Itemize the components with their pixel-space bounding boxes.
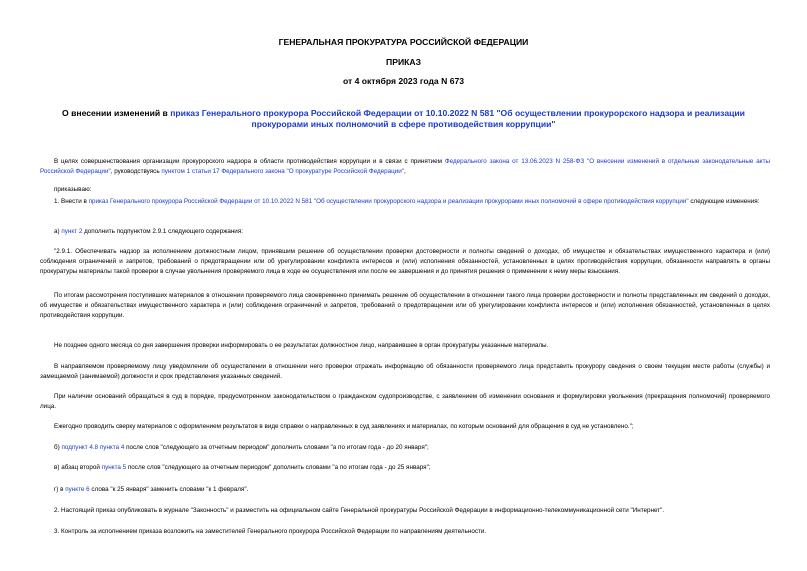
item-a-text-1: а) [54,228,62,235]
doc-type: ПРИКАЗ [386,57,421,67]
order-581-link[interactable]: приказ Генерального прокурора Российской Федерации от 10.10.2022 N 581 "Об осуществлении прокурорского надзора и реализации прокурорами иных полномочий в сфере противодействия коррупции" [88,198,689,205]
doc-subject [40,108,767,130]
point-2-link[interactable]: пункт 2 [61,228,83,235]
item-1-text-1: 1. Внести в [54,198,89,205]
preamble-text-3: , [404,168,406,176]
point-5-link[interactable]: пункта 5 [101,464,127,471]
item-b-text-2: после слов "следующего за отчетным периодом" дополнить словами "а по итогам года - до 20 января"; [124,444,429,451]
quote-paragraph-1: "2.9.1. Обеспечивать надзор за исполнением должностным лицом, принявшим решение об осуществлении проверки достоверности и полноты сведений о доходах, об имуществе и обязательствах имущественного характера и (или) соблюдения ограничений и запретов, требований о предотвращении или об урегулировании конфликта интересов и (или) исполнения обязанностей, установленных в целях противодействия коррупции, обязанности направлять в органы прокуратуры материалы такой проверки в случае увольнения проверяемого лица в ходе ее осуществления или после ее завершения и до принятия решения о применении к нему меры взыскания. [40,248,770,276]
item-b-text-1: б) [54,444,62,451]
federal-law-link[interactable]: Федерального закона от 13.06.2023 N 258-ФЗ "О внесении изменений в отдельные законодательные акты Российской Федерации" [40,158,770,176]
order-word: приказываю: [54,186,92,193]
item-g-text-1: г) в [54,486,66,493]
subject-link[interactable]: приказ Генерального прокурора Российской Федерации от 10.10.2022 N 581 "Об осуществлении прокурорского надзора и реализации прокурорами иных полномочий в сфере противодействия коррупции" [170,108,745,129]
quote-paragraph-6: Ежегодно проводить сверку материалов с оформлением результатов в виде справки о направленных в суд заявлениях и материалах, по которым оснований для обращения в суд не установлено."; [54,423,634,430]
quote-paragraph-4: В направляемом проверяемому лицу уведомлении об осуществлении в отношении него проверки отражать информацию об обязанности проверяемого лица представить прокурору сведения о своем текущем месте работы (службы) и замещаемой (занимаемой) должности и срок представления указанных сведений. [40,363,770,381]
item-b [40,443,770,453]
preamble-paragraph [40,157,770,177]
item-1 [40,197,770,207]
quote-paragraph-2: По итогам рассмотрения поступивших материалов в отношении проверяемого лица своевременно принимать решение об осуществлении в отношении такого лица проверки достоверности и полноты представленных им сведений о доходах, об имуществе и обязательствах имущественного характера и (или) соблюдения ограничений и запретов, требований о предотвращении или об урегулировании конфликта интересов и (или) исполнения обязанностей, установленных в целях противодействия коррупции. [40,292,770,320]
item-a [40,227,770,237]
subject-prefix: О внесении изменений в [62,108,171,118]
subpoint-4-8-link[interactable]: подпункт 4.8 пункта 4 [61,444,125,451]
doc-date-number: от 4 октября 2023 года N 673 [342,76,465,86]
prosecutor-law-link[interactable]: пунктом 1 статьи 17 Федерального закона "О прокуратуре Российской Федерации" [161,168,405,176]
preamble-text-1: В целях совершенствования организации прокурорского надзора в области противодействия коррупции и в связи с принятием [54,158,445,165]
org-title: ГЕНЕРАЛЬНАЯ ПРОКУРАТУРА РОССИЙСКОЙ ФЕДЕРАЦИИ [278,37,529,47]
item-a-text-2: дополнить подпунктом 2.9.1 следующего содержания: [82,228,243,235]
item-v-text-1: в) абзац второй [54,464,102,471]
quote-paragraph-3: Не позднее одного месяца со дня завершения проверки информировать о ее результатах должностное лицо, направившее в орган прокуратуры указанные материалы. [54,342,549,349]
quote-paragraph-5: При наличии оснований обращаться в суд в порядке, предусмотренном законодательством о гражданском судопроизводстве, с заявлением об изменении основания и формулировки увольнения (прекращения полномочий) проверяемого лица. [40,393,770,411]
item-3: 3. Контроль за исполнением приказа возложить на заместителей Генерального прокурора Российской Федерации по направлениям деятельности. [54,528,487,535]
preamble-text-2: , руководствуясь [110,168,162,176]
item-g [40,485,770,495]
item-2: 2. Настоящий приказ опубликовать в журнале "Законность" и разместить на официальном сайте Генеральной прокуратуры Российской Федерации в информационно-телекоммуникационной сети "Интернет". [54,507,665,514]
item-1-text-2: следующие изменения: [688,198,760,205]
item-v [40,463,770,473]
point-6-link[interactable]: пункте 6 [65,486,90,493]
item-g-text-2: слова "к 25 января" заменить словами "к 1 февраля". [89,486,249,493]
item-v-text-2: после слов "следующего за отчетным периодом" дополнить словами "а по итогам года - до 25 января"; [126,464,431,471]
